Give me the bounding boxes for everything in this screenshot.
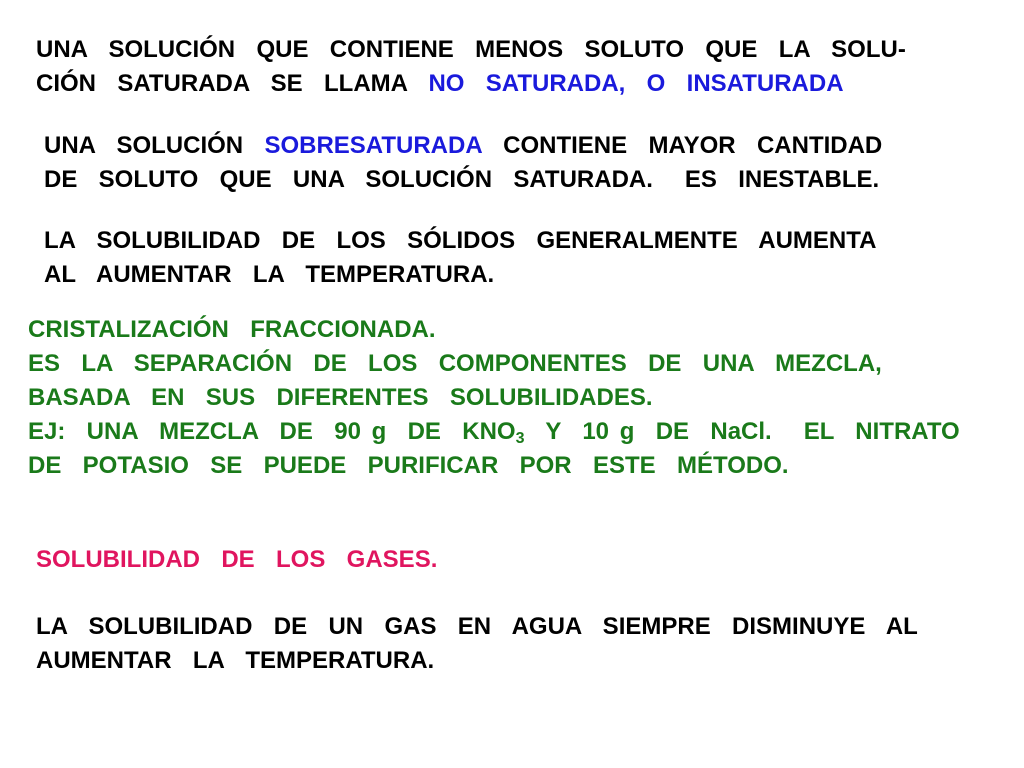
unsaturated-solution-paragraph [36, 33, 996, 101]
supersaturated-line-1-prefix: UNA SOLUCIÓN [44, 132, 265, 159]
supersaturated-line-2: DE SOLUTO QUE UNA SOLUCIÓN SATURADA. ES INESTABLE. [44, 166, 880, 193]
gas-solubility-line-2: AUMENTAR LA TEMPERATURA. [36, 647, 435, 674]
supersaturated-line-1-suffix: CONTIENE MAYOR CANTIDAD [481, 132, 883, 159]
fractional-crystallization-paragraph [28, 313, 1003, 483]
gas-solubility-line-1: LA SOLUBILIDAD DE UN GAS EN AGUA SIEMPRE DISMINUYE AL [36, 613, 918, 640]
unsaturated-line-2-prefix: CIÓN SATURADA SE LLAMA [36, 70, 429, 97]
kno3-subscript: 3 [515, 430, 525, 447]
solid-solubility-line-2: AL AUMENTAR LA TEMPERATURA. [44, 261, 495, 288]
crystallization-line-2: ES LA SEPARACIÓN DE LOS COMPONENTES DE UNA MEZCLA, [28, 350, 882, 377]
supersaturated-line-1 [44, 129, 990, 163]
solid-solubility-paragraph [44, 224, 974, 292]
example-suffix: Y 10 g DE NaCl. EL NITRATO [524, 418, 960, 445]
crystallization-heading: CRISTALIZACIÓN FRACCIONADA. [28, 316, 436, 343]
crystallization-line-5: DE POTASIO SE PUEDE PURIFICAR POR ESTE MÉTODO. [28, 452, 789, 479]
gas-solubility-heading [36, 543, 736, 577]
solid-solubility-line-1: LA SOLUBILIDAD DE LOS SÓLIDOS GENERALMENTE AUMENTA [44, 227, 877, 254]
supersaturated-term-highlight: SOBRESATURADA [264, 132, 482, 159]
unsaturated-term-highlight: NO SATURADA, O INSATURADA [428, 70, 844, 97]
crystallization-example-line [28, 415, 1003, 449]
example-prefix: EJ: UNA MEZCLA DE 90 g DE KNO [28, 418, 516, 445]
gas-solubility-paragraph [36, 610, 996, 678]
gas-solubility-heading-text: SOLUBILIDAD DE LOS GASES. [36, 546, 438, 573]
crystallization-line-3: BASADA EN SUS DIFERENTES SOLUBILIDADES. [28, 384, 653, 411]
unsaturated-line-2 [36, 67, 996, 101]
supersaturated-solution-paragraph [44, 129, 990, 197]
unsaturated-line-1: UNA SOLUCIÓN QUE CONTIENE MENOS SOLUTO QUE LA SOLU- [36, 36, 906, 63]
